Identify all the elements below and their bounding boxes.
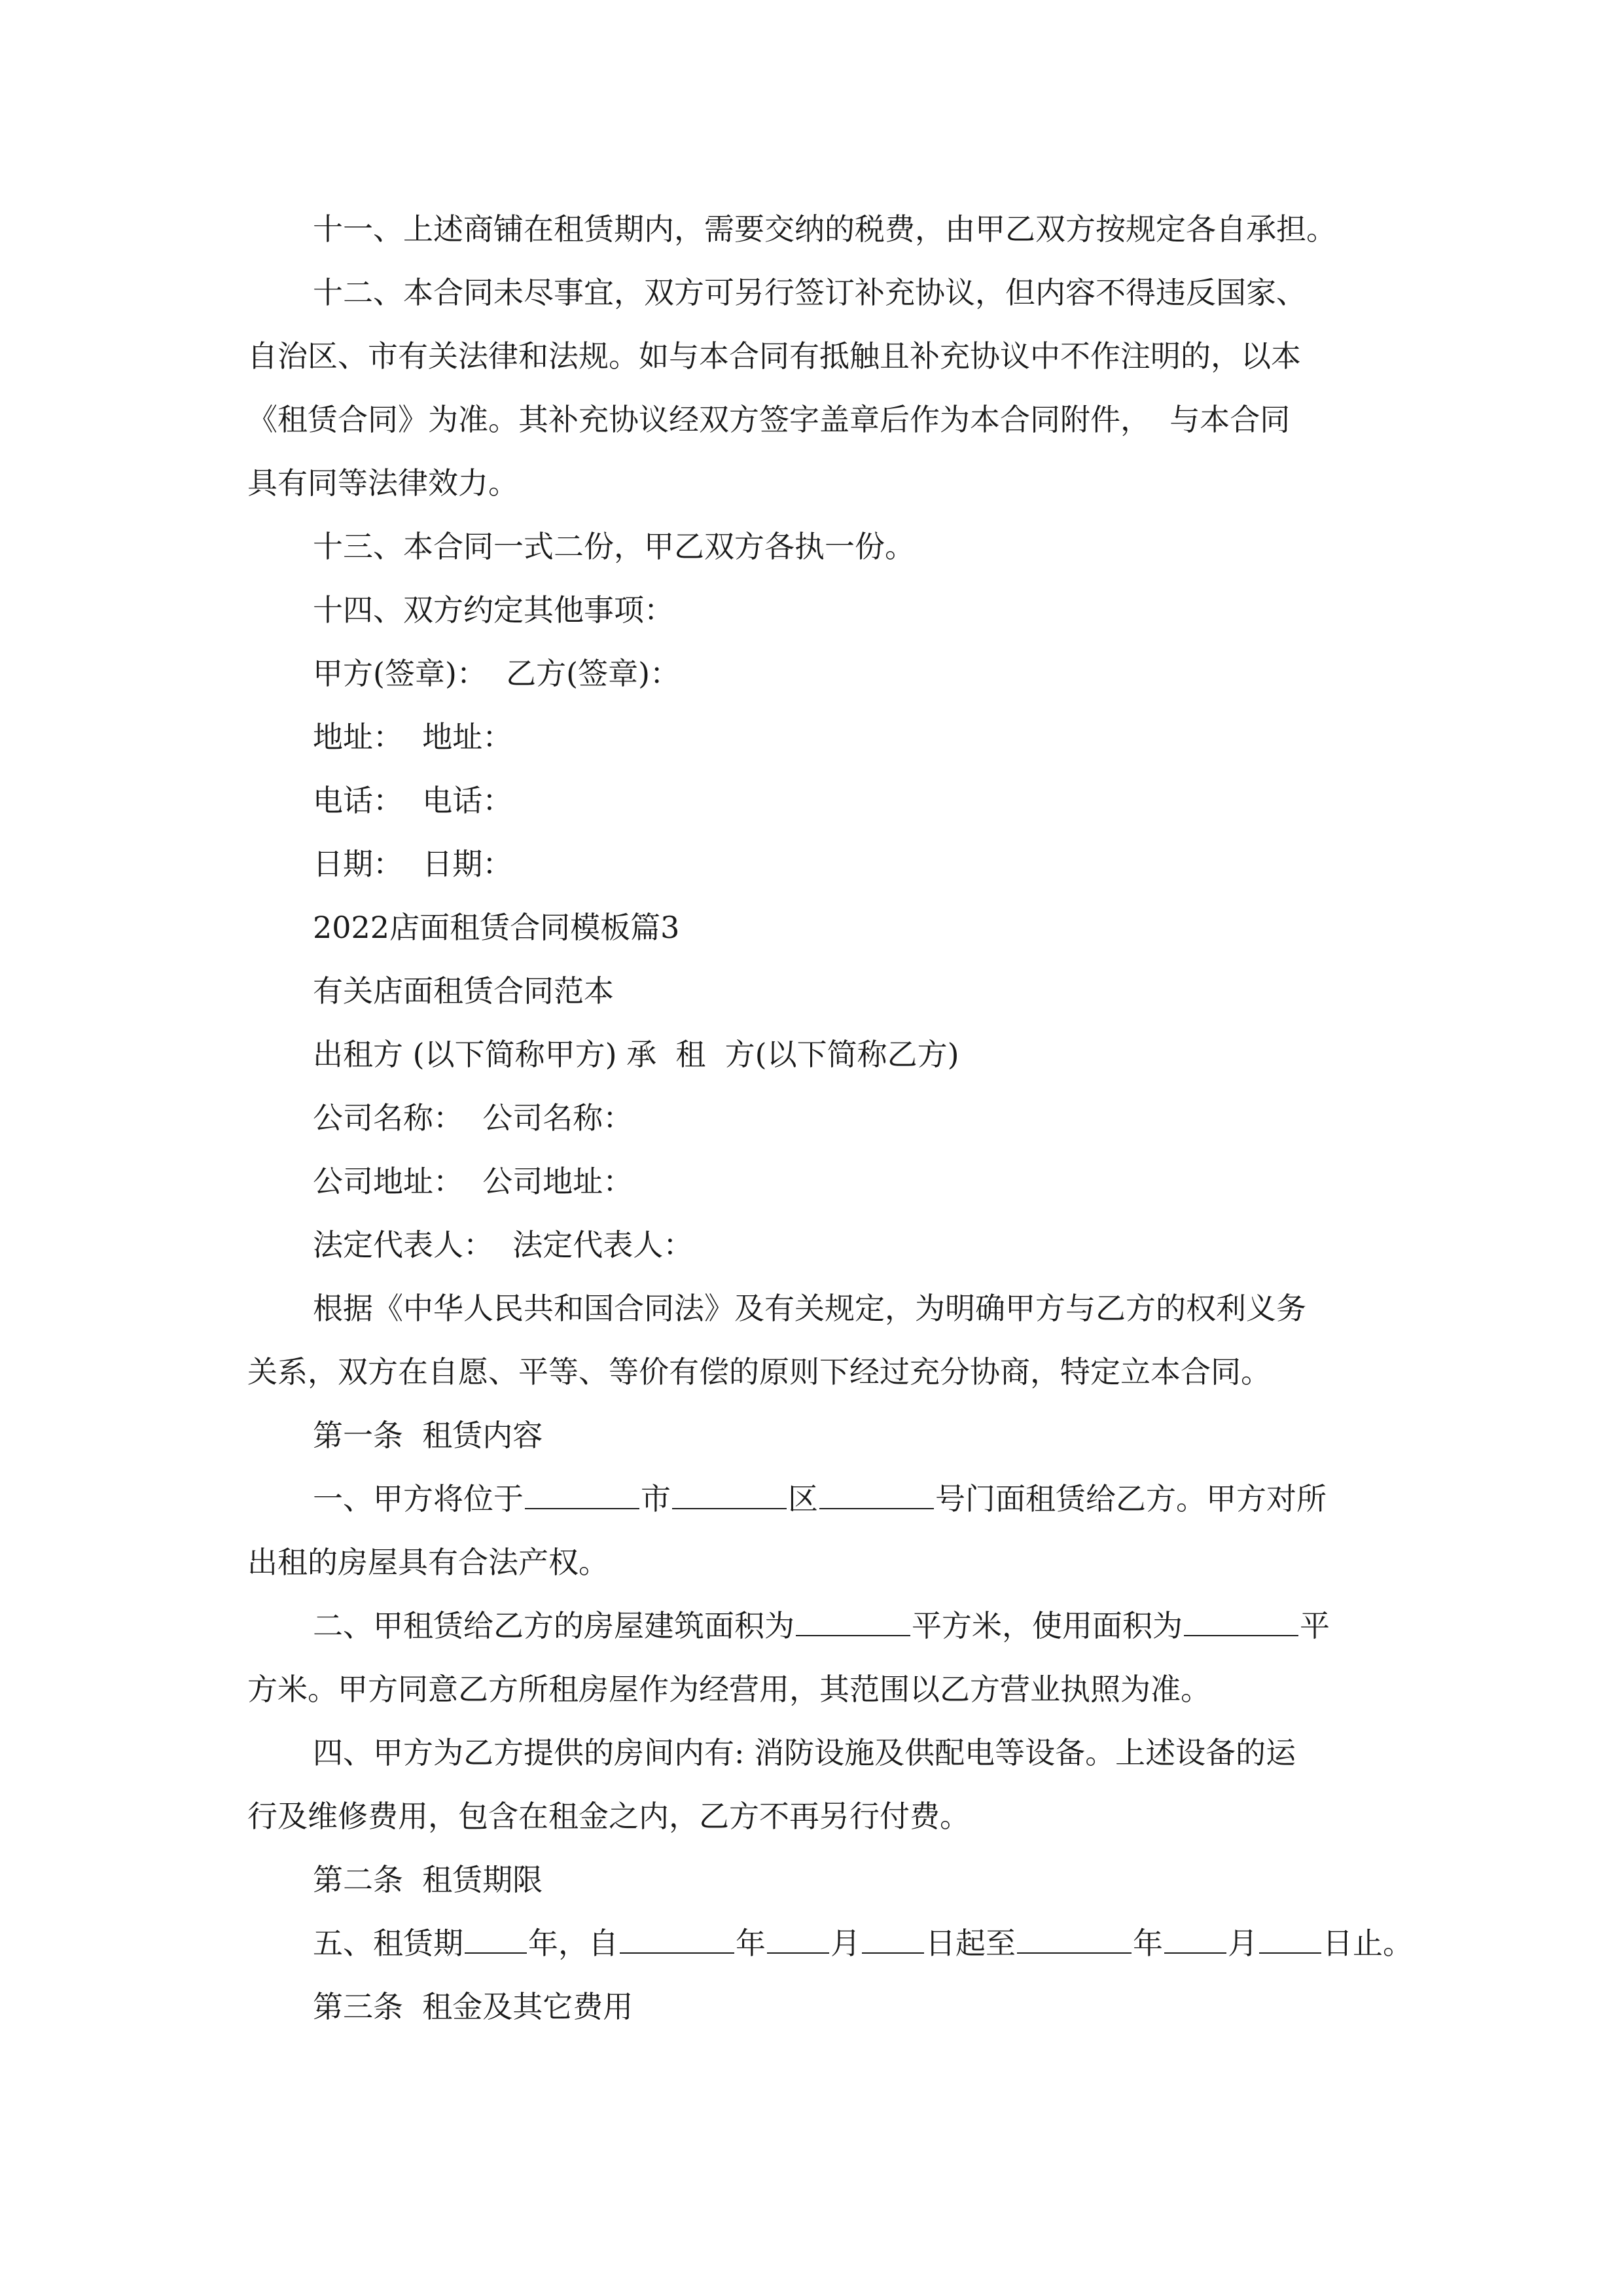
start-year-blank (620, 1926, 734, 1954)
end-day-blank (1259, 1926, 1321, 1954)
usable-area-blank (1184, 1609, 1298, 1636)
contract-title: 有关店面租赁合同范本 (313, 973, 614, 1009)
article-3-heading: 第三条 租金及其它费用 (313, 1989, 633, 2024)
item-1-text-a: 一、甲方将位于 (313, 1481, 524, 1516)
item-5-text-f: 年 (1133, 1926, 1163, 1961)
item-4-line-1: 四、甲方为乙方提供的房间内有: 消防设施及供配电等设备。上述设备的运 (313, 1735, 1296, 1770)
item-1-text-c: 区 (788, 1481, 818, 1516)
clause-11: 十一、上述商铺在租赁期内，需要交纳的税费，由甲乙双方按规定各自承担。 (313, 211, 1336, 247)
item-1-line-1 (0, 1466, 1623, 1532)
end-month-blank (1164, 1926, 1226, 1954)
clause-12-line-3: 《租赁合同》为准。其补充协议经双方签字盖章后作为本合同附件， 与本合同 (247, 402, 1291, 437)
item-2-text-a: 二、甲租赁给乙方的房屋建筑面积为 (313, 1608, 794, 1643)
section-heading: 2022店面租赁合同模板篇3 (313, 910, 680, 945)
clause-12-line-1: 十二、本合同未尽事宜，双方可另行签订补充协议，但内容不得违反国家、 (313, 275, 1306, 310)
item-4-line-2: 行及维修费用，包含在租金之内，乙方不再另行付费。 (247, 1799, 970, 1834)
item-1-text-b: 市 (641, 1481, 671, 1516)
term-years-blank (465, 1926, 527, 1954)
clause-14: 十四、双方约定其他事项： (313, 592, 674, 628)
item-2-text-b: 平方米，使用面积为 (912, 1608, 1183, 1643)
end-year-blank (1017, 1926, 1132, 1954)
item-2-line-1 (0, 1593, 1623, 1659)
signature-line: 甲方(签章)： 乙方(签章)： (313, 656, 681, 691)
clause-12-line-4: 具有同等法律效力。 (247, 465, 518, 501)
address-line: 地址： 地址： (313, 719, 513, 755)
date-line: 日期： 日期： (313, 846, 513, 882)
item-1-line-2: 出租的房屋具有合法产权。 (247, 1545, 609, 1580)
district-blank (672, 1482, 787, 1509)
item-5-line (0, 1910, 1623, 1976)
item-5-text-g: 月 (1228, 1926, 1258, 1961)
start-month-blank (767, 1926, 829, 1954)
item-1-text-d: 号门面租赁给乙方。甲方对所 (935, 1481, 1327, 1516)
article-2-heading: 第二条 租赁期限 (313, 1862, 543, 1897)
city-blank (525, 1482, 639, 1509)
item-5-text-e: 日起至 (925, 1926, 1016, 1961)
legal-rep-line: 法定代表人： 法定代表人： (313, 1227, 694, 1263)
item-5-text-a: 五、租赁期 (313, 1926, 463, 1961)
phone-line: 电话： 电话： (313, 783, 513, 818)
clause-13: 十三、本合同一式二份，甲乙双方各执一份。 (313, 529, 915, 564)
item-2-text-c: 平 (1300, 1608, 1330, 1643)
item-5-text-b: 年，自 (528, 1926, 618, 1961)
parties-line: 出租方 (以下简称甲方) 承 租 方(以下简称乙方) (313, 1037, 959, 1072)
preamble-line-1: 根据《中华人民共和国合同法》及有关规定，为明确甲方与乙方的权利义务 (313, 1291, 1306, 1326)
number-blank (819, 1482, 934, 1509)
item-2-line-2: 方米。甲方同意乙方所租房屋作为经营用，其范围以乙方营业执照为准。 (247, 1672, 1211, 1707)
article-1-heading: 第一条 租赁内容 (313, 1418, 543, 1453)
item-5-text-c: 年 (736, 1926, 766, 1961)
preamble-line-2: 关系，双方在自愿、平等、等价有偿的原则下经过充分协商，特定立本合同。 (247, 1354, 1271, 1390)
company-name-line: 公司名称： 公司名称： (313, 1100, 633, 1136)
company-address-line: 公司地址： 公司地址： (313, 1164, 633, 1199)
clause-12-line-2: 自治区、市有关法律和法规。如与本合同有抵触且补充协议中不作注明的，以本 (247, 338, 1301, 374)
item-5-text-h: 日止。 (1323, 1926, 1413, 1961)
building-area-blank (796, 1609, 910, 1636)
start-day-blank (862, 1926, 924, 1954)
item-5-text-d: 月 (830, 1926, 861, 1961)
